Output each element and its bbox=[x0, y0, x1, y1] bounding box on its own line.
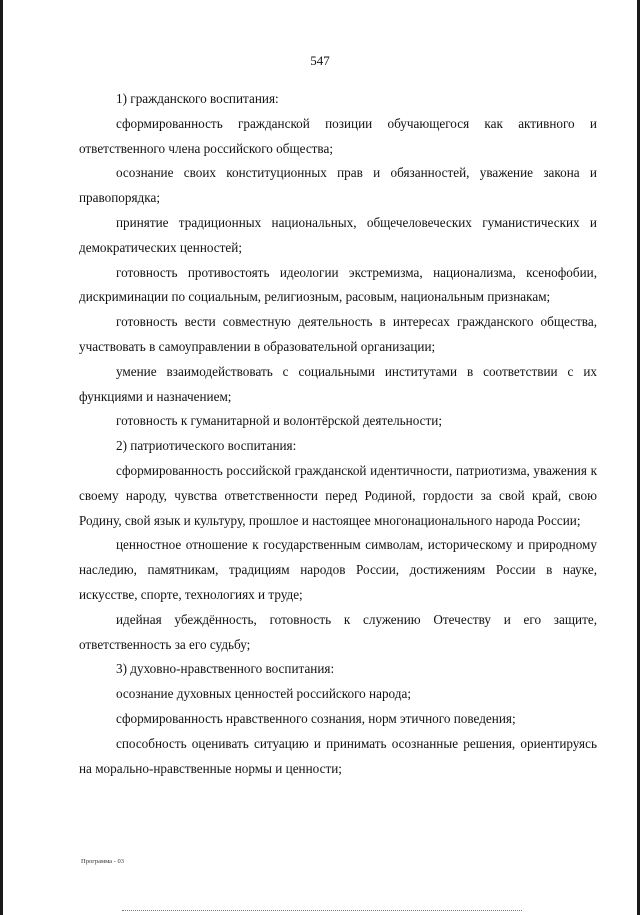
paragraph: сформированность гражданской позиции обучающегося как активного и ответственного члена российского общества; bbox=[79, 115, 597, 156]
paragraph-spiritual-heading: 3) духовно-нравственного воспитания: bbox=[116, 661, 335, 677]
footer-program-label: Программа - 03 bbox=[81, 858, 124, 865]
scan-artifact bbox=[122, 910, 522, 912]
paragraph-civic-heading: 1) гражданского воспитания: bbox=[116, 91, 279, 106]
paragraph: осознание духовных ценностей российского народа; bbox=[116, 686, 411, 702]
paragraph: готовность противостоять идеологии экстремизма, национализма, ксенофобии, дискриминации по социальным, религиозным, расовым, национальным признакам; bbox=[79, 264, 597, 305]
paragraph: идейная убеждённость, готовность к служению Отечеству и его защите, ответственность за его судьбу; bbox=[79, 611, 597, 652]
paragraph: сформированность российской гражданской идентичности, патриотизма, уважения к своему народу, чувства ответственности перед Родиной, гордости за свой край, свою Родину, свой язык и культуру, прошлое и настоящее многонационального народа России; bbox=[79, 462, 597, 528]
paragraph: сформированность нравственного сознания, норм этичного поведения; bbox=[116, 710, 516, 726]
paragraph: готовность вести совместную деятельность в интересах гражданского общества, участвовать в самоуправлении в образовательной организации; bbox=[79, 314, 597, 354]
body-text bbox=[79, 87, 597, 781]
paragraph: умение взаимодействовать с социальными институтами в соответствии с их функциями и назначением; bbox=[79, 363, 597, 404]
scan-edge-left bbox=[0, 0, 3, 915]
page-number: 547 bbox=[310, 53, 330, 68]
paragraph: осознание своих конституционных прав и обязанностей, уважение закона и правопорядка; bbox=[79, 165, 597, 206]
paragraph-patriotic-heading: 2) патриотического воспитания: bbox=[116, 438, 297, 454]
paragraph: готовность к гуманитарной и волонтёрской деятельности; bbox=[116, 413, 442, 429]
paragraph: принятие традиционных национальных, общечеловеческих гуманистических и демократических ценностей; bbox=[79, 214, 597, 255]
paragraph: ценностное отношение к государственным символам, историческому и природному наследию, памятникам, традициям народов России, достижениям России в науке, искусстве, спорте, технологиях и труде; bbox=[79, 537, 597, 602]
paragraph: способность оценивать ситуацию и принимать осознанные решения, ориентируясь на морально-нравственные нормы и ценности; bbox=[79, 735, 597, 776]
